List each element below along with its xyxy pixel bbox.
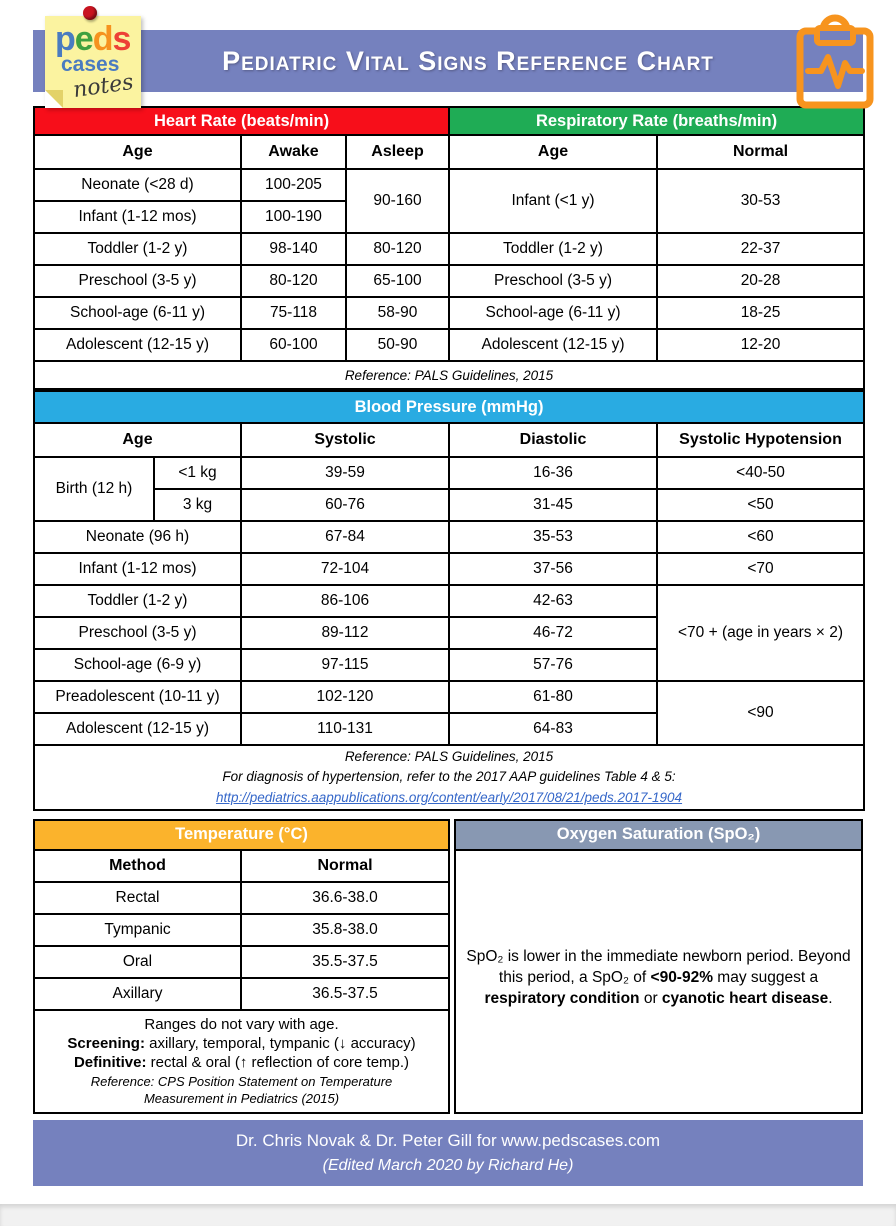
bp-systolic: 102-120 bbox=[241, 681, 449, 713]
table-row bbox=[34, 946, 449, 978]
hr-age: School-age (6-11 y) bbox=[34, 297, 241, 329]
bp-reference-link[interactable]: http://pediatrics.aappublications.org/content/early/2017/08/21/peds.2017-1904 bbox=[215, 789, 683, 805]
hr-col-age: Age bbox=[34, 135, 241, 169]
hr-awake: 75-118 bbox=[241, 297, 346, 329]
blood-pressure-header: Blood Pressure (mmHg) bbox=[34, 391, 864, 423]
bp-systolic: 72-104 bbox=[241, 553, 449, 585]
bp-age-sub: <1 kg bbox=[154, 457, 241, 489]
hr-asleep: 80-120 bbox=[346, 233, 449, 265]
temp-method: Tympanic bbox=[34, 914, 241, 946]
temperature-header: Temperature (°C) bbox=[34, 820, 449, 850]
bp-systolic: 110-131 bbox=[241, 713, 449, 745]
bp-hypotension: <60 bbox=[657, 521, 864, 553]
bp-age: School-age (6-9 y) bbox=[34, 649, 241, 681]
hr-asleep: 65-100 bbox=[346, 265, 449, 297]
pedscases-logo bbox=[37, 8, 141, 108]
title-banner bbox=[33, 20, 863, 104]
hr-age: Neonate (<28 d) bbox=[34, 169, 241, 201]
bp-diastolic: 57-76 bbox=[449, 649, 657, 681]
temp-col-normal: Normal bbox=[241, 850, 449, 882]
bp-age: Infant (1-12 mos) bbox=[34, 553, 241, 585]
rr-normal: 20-28 bbox=[657, 265, 864, 297]
table-row bbox=[34, 265, 864, 297]
table-row bbox=[34, 681, 864, 713]
blood-pressure-table bbox=[33, 390, 865, 811]
temp-col-method: Method bbox=[34, 850, 241, 882]
note-fold bbox=[45, 90, 63, 108]
rr-age: Infant (<1 y) bbox=[449, 169, 657, 233]
oxygen-saturation-body bbox=[456, 851, 861, 1107]
bp-col-diastolic: Diastolic bbox=[449, 423, 657, 457]
bp-col-age: Age bbox=[34, 423, 241, 457]
temp-normal: 35.8-38.0 bbox=[241, 914, 449, 946]
pushpin-icon bbox=[83, 6, 97, 20]
temp-method: Oral bbox=[34, 946, 241, 978]
page-title: Pediatric Vital Signs Reference Chart bbox=[222, 45, 714, 76]
bp-systolic: 97-115 bbox=[241, 649, 449, 681]
hr-age: Preschool (3-5 y) bbox=[34, 265, 241, 297]
table-row bbox=[34, 585, 864, 617]
bp-age: Adolescent (12-15 y) bbox=[34, 713, 241, 745]
rr-age: Toddler (1-2 y) bbox=[449, 233, 657, 265]
bp-diastolic: 16-36 bbox=[449, 457, 657, 489]
hr-awake: 80-120 bbox=[241, 265, 346, 297]
bp-hypotension-merged: <70 + (age in years × 2) bbox=[657, 585, 864, 681]
bp-col-systolic: Systolic bbox=[241, 423, 449, 457]
table-row bbox=[34, 233, 864, 265]
footer-banner bbox=[33, 1120, 863, 1186]
bp-systolic: 67-84 bbox=[241, 521, 449, 553]
oxygen-saturation-text: SpO₂ is lower in the immediate newborn period. Beyond this period, a SpO₂ of <90-92% may suggest a respiratory condition or cyanotic heart disease. bbox=[466, 948, 851, 1008]
bp-systolic: 89-112 bbox=[241, 617, 449, 649]
respiratory-rate-header: Respiratory Rate (breaths/min) bbox=[449, 107, 864, 135]
bp-age: Toddler (1-2 y) bbox=[34, 585, 241, 617]
table-row bbox=[34, 914, 449, 946]
bp-age: Preadolescent (10-11 y) bbox=[34, 681, 241, 713]
table-row bbox=[34, 169, 864, 201]
hr-asleep: 50-90 bbox=[346, 329, 449, 361]
temp-normal: 36.5-37.5 bbox=[241, 978, 449, 1010]
rr-col-normal: Normal bbox=[657, 135, 864, 169]
bp-systolic: 39-59 bbox=[241, 457, 449, 489]
page bbox=[33, 20, 863, 1186]
temp-note-line1: Ranges do not vary with age. bbox=[144, 1015, 339, 1033]
bp-hypotension: <50 bbox=[657, 489, 864, 521]
temperature-table bbox=[33, 819, 450, 1114]
hr-awake: 98-140 bbox=[241, 233, 346, 265]
rr-normal: 30-53 bbox=[657, 169, 864, 233]
rr-normal: 12-20 bbox=[657, 329, 864, 361]
temp-method: Axillary bbox=[34, 978, 241, 1010]
rr-age: School-age (6-11 y) bbox=[449, 297, 657, 329]
rr-normal: 22-37 bbox=[657, 233, 864, 265]
clipboard-ekg-icon bbox=[793, 14, 877, 110]
logo-word-peds: peds bbox=[55, 20, 131, 58]
temp-note-definitive: Definitive: rectal & oral (↑ reflection of core temp.) bbox=[73, 1054, 410, 1072]
bp-systolic: 86-106 bbox=[241, 585, 449, 617]
table-row bbox=[34, 329, 864, 361]
temp-note-reference: Reference: CPS Position Statement on Temperature Measurement in Pediatrics (2015) bbox=[90, 1074, 393, 1107]
bp-age: Preschool (3-5 y) bbox=[34, 617, 241, 649]
temp-method: Rectal bbox=[34, 882, 241, 914]
table-row bbox=[34, 489, 864, 521]
rr-age: Adolescent (12-15 y) bbox=[449, 329, 657, 361]
hr-age: Adolescent (12-15 y) bbox=[34, 329, 241, 361]
table-row bbox=[34, 457, 864, 489]
bp-systolic: 60-76 bbox=[241, 489, 449, 521]
oxygen-saturation-panel bbox=[454, 819, 863, 1114]
bp-diastolic: 46-72 bbox=[449, 617, 657, 649]
bp-diastolic: 64-83 bbox=[449, 713, 657, 745]
sticky-note bbox=[45, 16, 141, 108]
hr-col-awake: Awake bbox=[241, 135, 346, 169]
logo-word-notes: notes bbox=[71, 69, 136, 104]
vitals-table bbox=[33, 106, 865, 390]
hr-asleep: 58-90 bbox=[346, 297, 449, 329]
table-row bbox=[34, 297, 864, 329]
bp-reference-line1: Reference: PALS Guidelines, 2015 bbox=[344, 749, 554, 764]
oxygen-saturation-header: Oxygen Saturation (SpO₂) bbox=[456, 821, 861, 851]
footer-edited-note: (Edited March 2020 by Richard He) bbox=[322, 1156, 574, 1174]
heart-rate-header: Heart Rate (beats/min) bbox=[34, 107, 449, 135]
bp-reference-line2: For diagnosis of hypertension, refer to the 2017 AAP guidelines Table 4 & 5: bbox=[222, 769, 676, 785]
vitals-reference: Reference: PALS Guidelines, 2015 bbox=[34, 361, 864, 389]
hr-awake: 100-205 bbox=[241, 169, 346, 201]
bp-age: Birth (12 h) bbox=[34, 457, 154, 521]
table-row bbox=[34, 882, 449, 914]
bp-age: Neonate (96 h) bbox=[34, 521, 241, 553]
bp-diastolic: 42-63 bbox=[449, 585, 657, 617]
hr-awake: 60-100 bbox=[241, 329, 346, 361]
rr-col-age: Age bbox=[449, 135, 657, 169]
temp-normal: 35.5-37.5 bbox=[241, 946, 449, 978]
bp-diastolic: 31-45 bbox=[449, 489, 657, 521]
hr-age: Toddler (1-2 y) bbox=[34, 233, 241, 265]
bp-diastolic: 35-53 bbox=[449, 521, 657, 553]
hr-col-asleep: Asleep bbox=[346, 135, 449, 169]
temp-normal: 36.6-38.0 bbox=[241, 882, 449, 914]
bp-diastolic: 37-56 bbox=[449, 553, 657, 585]
bp-reference-block bbox=[34, 745, 864, 810]
footer-credits: Dr. Chris Novak & Dr. Peter Gill for www.pedscases.com bbox=[235, 1131, 661, 1151]
hr-age: Infant (1-12 mos) bbox=[34, 201, 241, 233]
hr-awake: 100-190 bbox=[241, 201, 346, 233]
bp-hypotension: <40-50 bbox=[657, 457, 864, 489]
table-row bbox=[34, 521, 864, 553]
page-edge-strip bbox=[0, 1204, 896, 1226]
rr-age: Preschool (3-5 y) bbox=[449, 265, 657, 297]
bp-hypotension-merged: <90 bbox=[657, 681, 864, 745]
hr-asleep-merged: 90-160 bbox=[346, 169, 449, 233]
temperature-notes bbox=[34, 1010, 449, 1113]
logo-word-cases: cases bbox=[61, 53, 120, 76]
temp-note-screening: Screening: axillary, temporal, tympanic (↓ accuracy) bbox=[67, 1034, 416, 1052]
bp-hypotension: <70 bbox=[657, 553, 864, 585]
bp-col-hypotension: Systolic Hypotension bbox=[657, 423, 864, 457]
table-row bbox=[34, 553, 864, 585]
rr-normal: 18-25 bbox=[657, 297, 864, 329]
bp-age-sub: 3 kg bbox=[154, 489, 241, 521]
bp-diastolic: 61-80 bbox=[449, 681, 657, 713]
table-row bbox=[34, 978, 449, 1010]
